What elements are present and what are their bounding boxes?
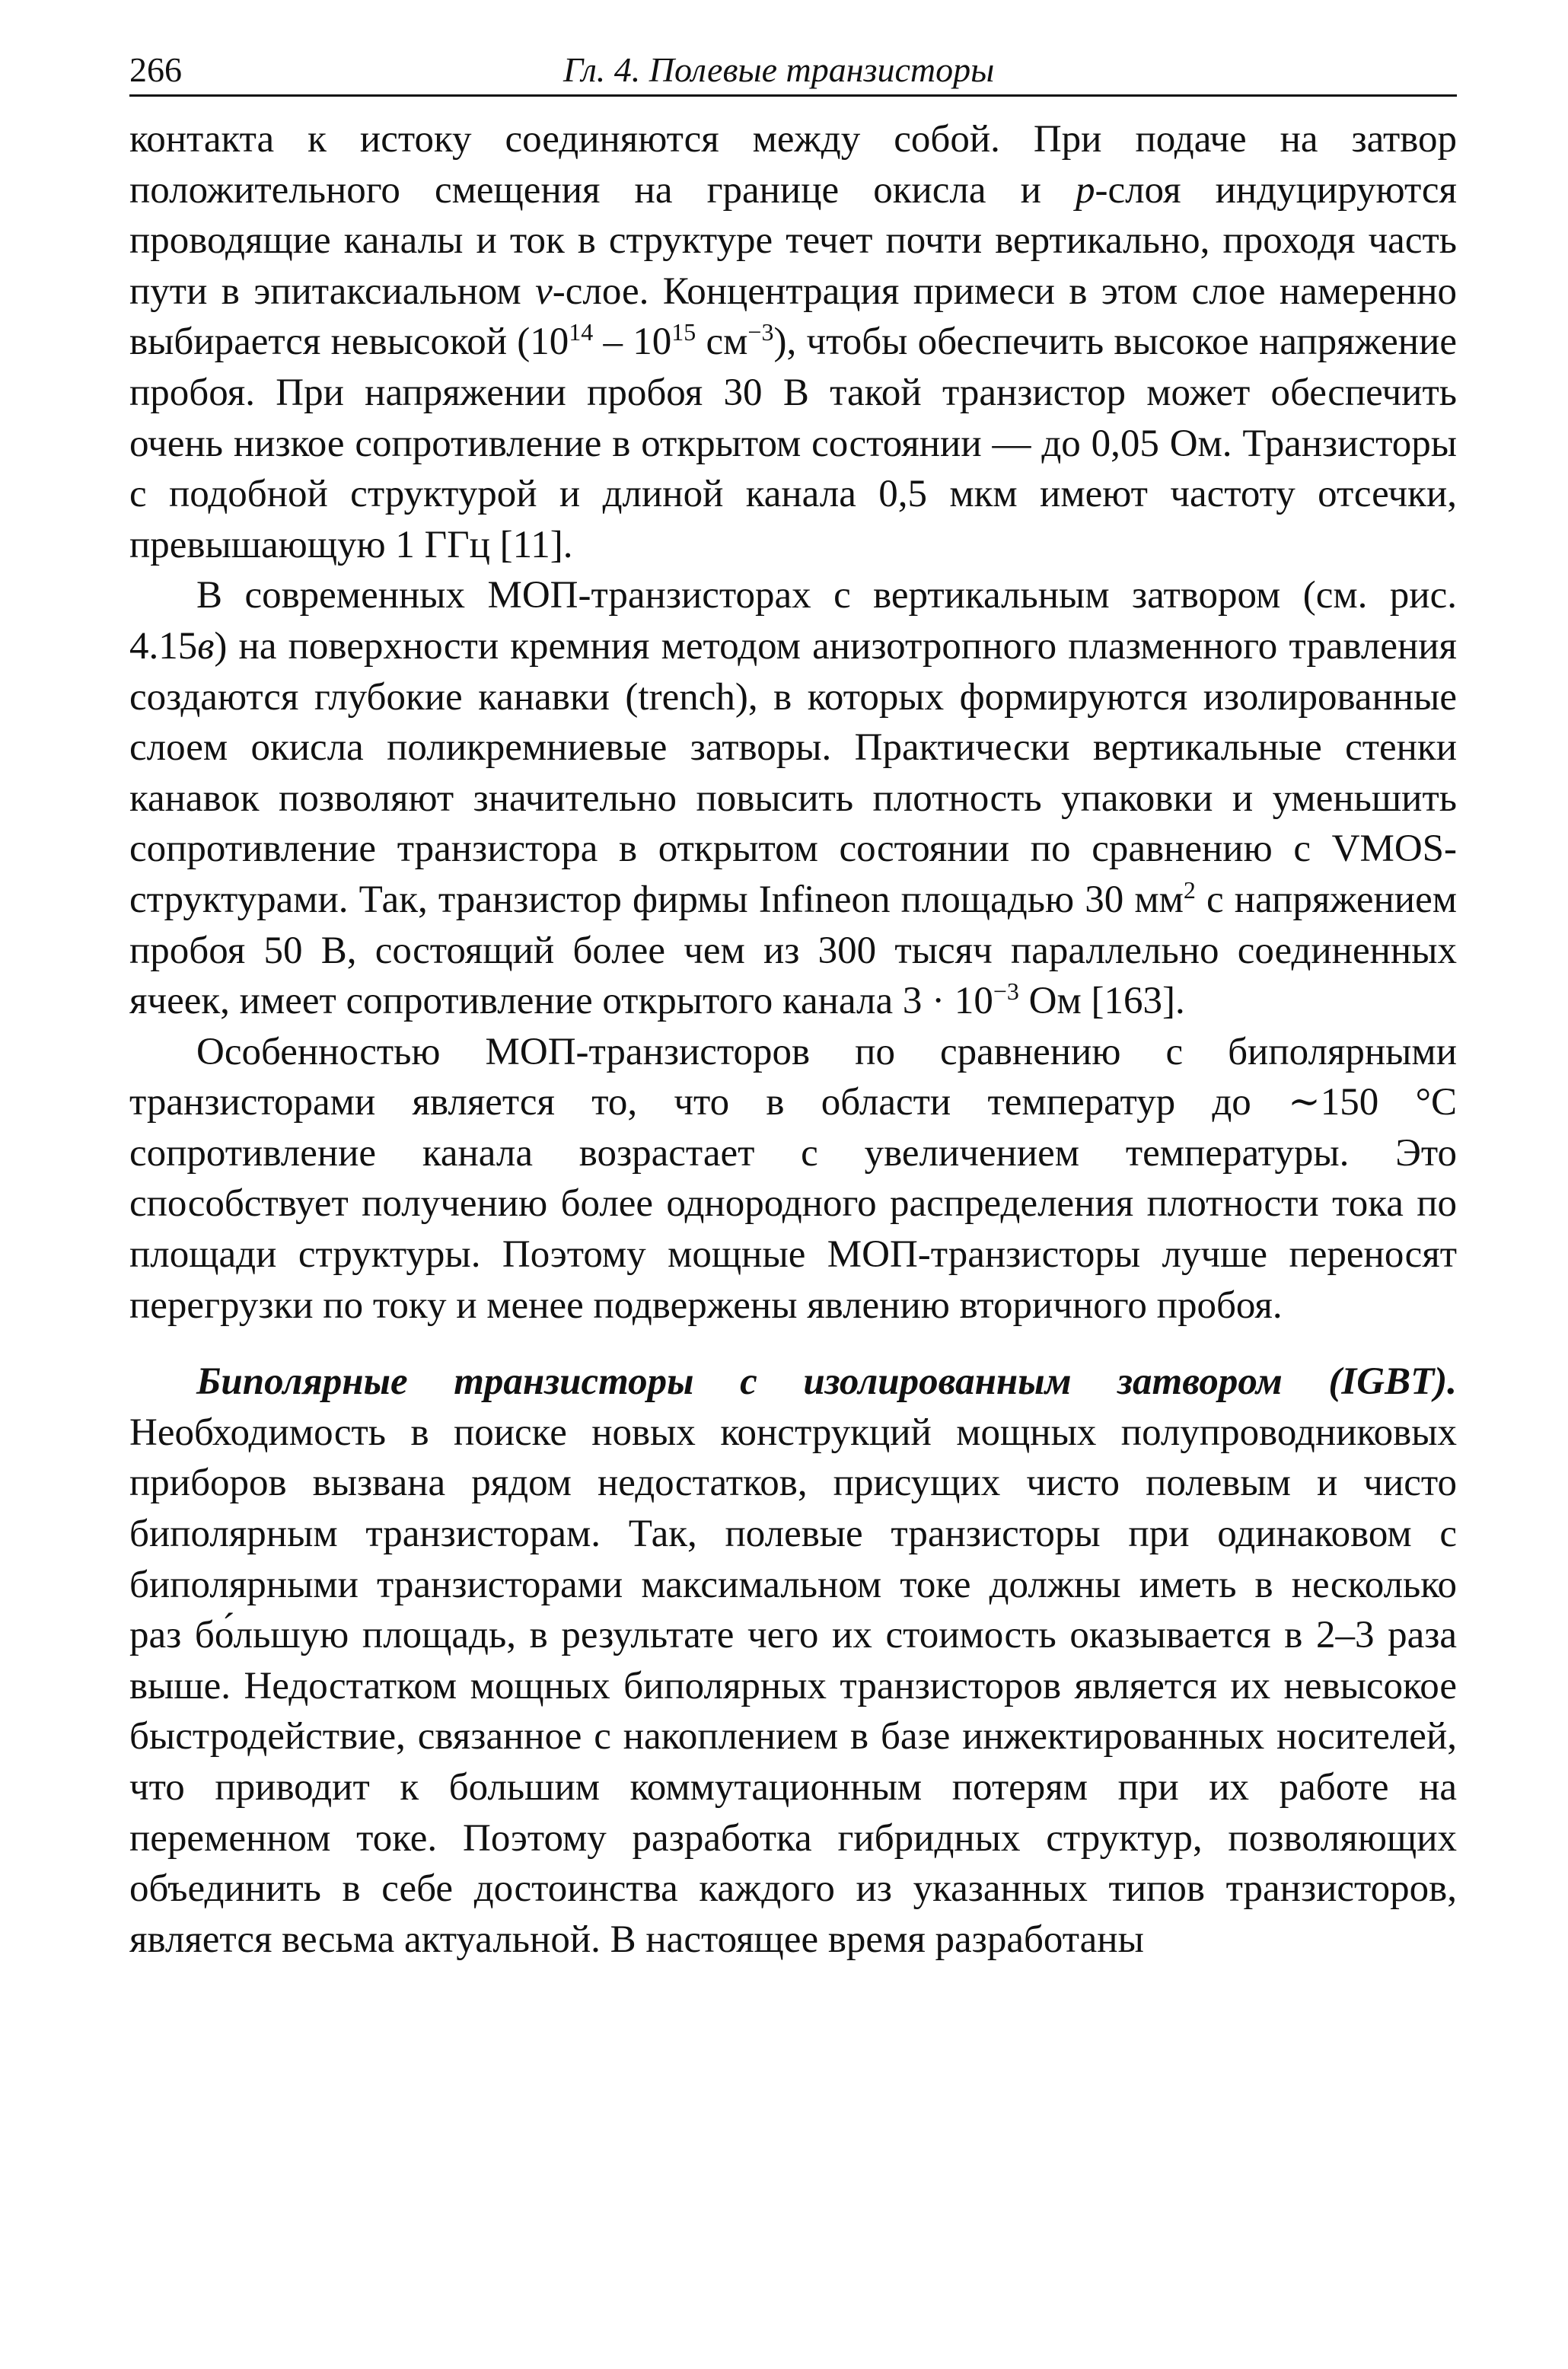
page-body bbox=[129, 114, 1457, 1965]
p2-exp-2: 2 bbox=[1183, 875, 1196, 904]
p1-text-f: ), чтобы обеспечить высокое напряжение пробоя. При напряжении пробоя 30 В такой транзистор может обеспечить очень низкое сопротивление в открытом состоянии — до 0,05 Ом. Транзисторы с подобной структурой и длиной канала 0,5 мкм имеют частоту отсечки, превышающую 1 ГГц [11]. bbox=[129, 320, 1457, 566]
page-number: 266 bbox=[129, 50, 182, 89]
p1-text-a: контакта к истоку соединяются между собой. При подаче на затвор положительного смещения на границе окисла и bbox=[129, 118, 1457, 212]
page-header bbox=[129, 46, 1457, 97]
p2-text-b: ) на поверхности кремния методом анизотропного плазменного травления создаются глубокие канавки (trench), в которых формируются изолированные слоем окисла поликремниевые затворы. Практически вертикальные стенки канавок позволяют значительно повысить плотность упаковки и уменьшить сопротивление транзистора в открытом состоянии по сравнению с VMOS-структурами. Так, транзистор фирмы Infineon площадью 30 мм bbox=[129, 624, 1457, 921]
p1-exp-14: 14 bbox=[569, 318, 594, 346]
paragraph-2 bbox=[129, 570, 1457, 1026]
p1-text-c: -слое. Концентрация примеси в этом слое намеренно выбирается невысокой (10 bbox=[129, 269, 1457, 364]
p2-text-a: В современных МОП-транзисторах с вертикальным затвором (см. рис. 4.15 bbox=[129, 574, 1457, 668]
p1-nu-symbol: ν bbox=[535, 269, 553, 313]
p1-p-symbol: p bbox=[1075, 168, 1095, 212]
p2-exp-minus3: −3 bbox=[993, 977, 1019, 1006]
p2-text-d: Ом [163]. bbox=[1018, 980, 1185, 1023]
paragraph-4 bbox=[129, 1357, 1457, 1965]
paragraph-3: Особенностью МОП-транзисторов по сравнению с биполярными транзисторами является то, что в области температур до ∼150 °С сопротивление канала возрастает с увеличением температуры. Это способствует получению более однородного распределения плотности тока по площади структуры. Поэтому мощные МОП-транзисторы лучше переносят перегрузки по току и менее подвержены явлению вторичного пробоя. bbox=[129, 1030, 1457, 1327]
running-head: Гл. 4. Полевые транзисторы bbox=[563, 50, 995, 89]
p2-fig-letter: в bbox=[197, 624, 215, 668]
p1-text-e: см bbox=[696, 320, 748, 364]
p1-exp-minus3: −3 bbox=[747, 318, 774, 346]
p1-exp-15: 15 bbox=[671, 318, 696, 346]
section-heading: Биполярные транзисторы с изолированным затвором (IGBT). bbox=[196, 1360, 1457, 1404]
p1-text-d: – 10 bbox=[593, 320, 672, 364]
p4-text: Необходимость в поиске новых конструкций мощных полупроводниковых приборов вызвана рядом недостатков, присущих чисто полевым и чисто биполярным транзисторам. Так, полевые транзисторы при одинаковом с биполярными транзисторами максимальном токе должны иметь в несколько раз бо́льшую площадь, в результате чего их стоимость оказывается в 2–3 раза выше. Недостатком мощных биполярных транзисторов является их невысокое быстродействие, связанное с накоплением в базе инжектированных носителей, что приводит к большим коммутационным потерям при их работе на переменном токе. Поэтому разработка гибридных структур, позволяющих объединить в себе достоинства каждого из указанных типов транзисторов, является весьма актуальной. В настоящее время разработаны bbox=[129, 1411, 1457, 1961]
p2-text-c: с напряжением пробоя 50 В, состоящий более чем из 300 тысяч параллельно соединенных ячеек, имеет сопротивление открытого канала 3 · 10 bbox=[129, 878, 1458, 1023]
p1-text-b: -слоя индуцируются проводящие каналы и ток в структуре течет почти вертикально, проходя часть пути в эпитаксиальном bbox=[129, 168, 1457, 313]
paragraph-1 bbox=[129, 114, 1457, 570]
